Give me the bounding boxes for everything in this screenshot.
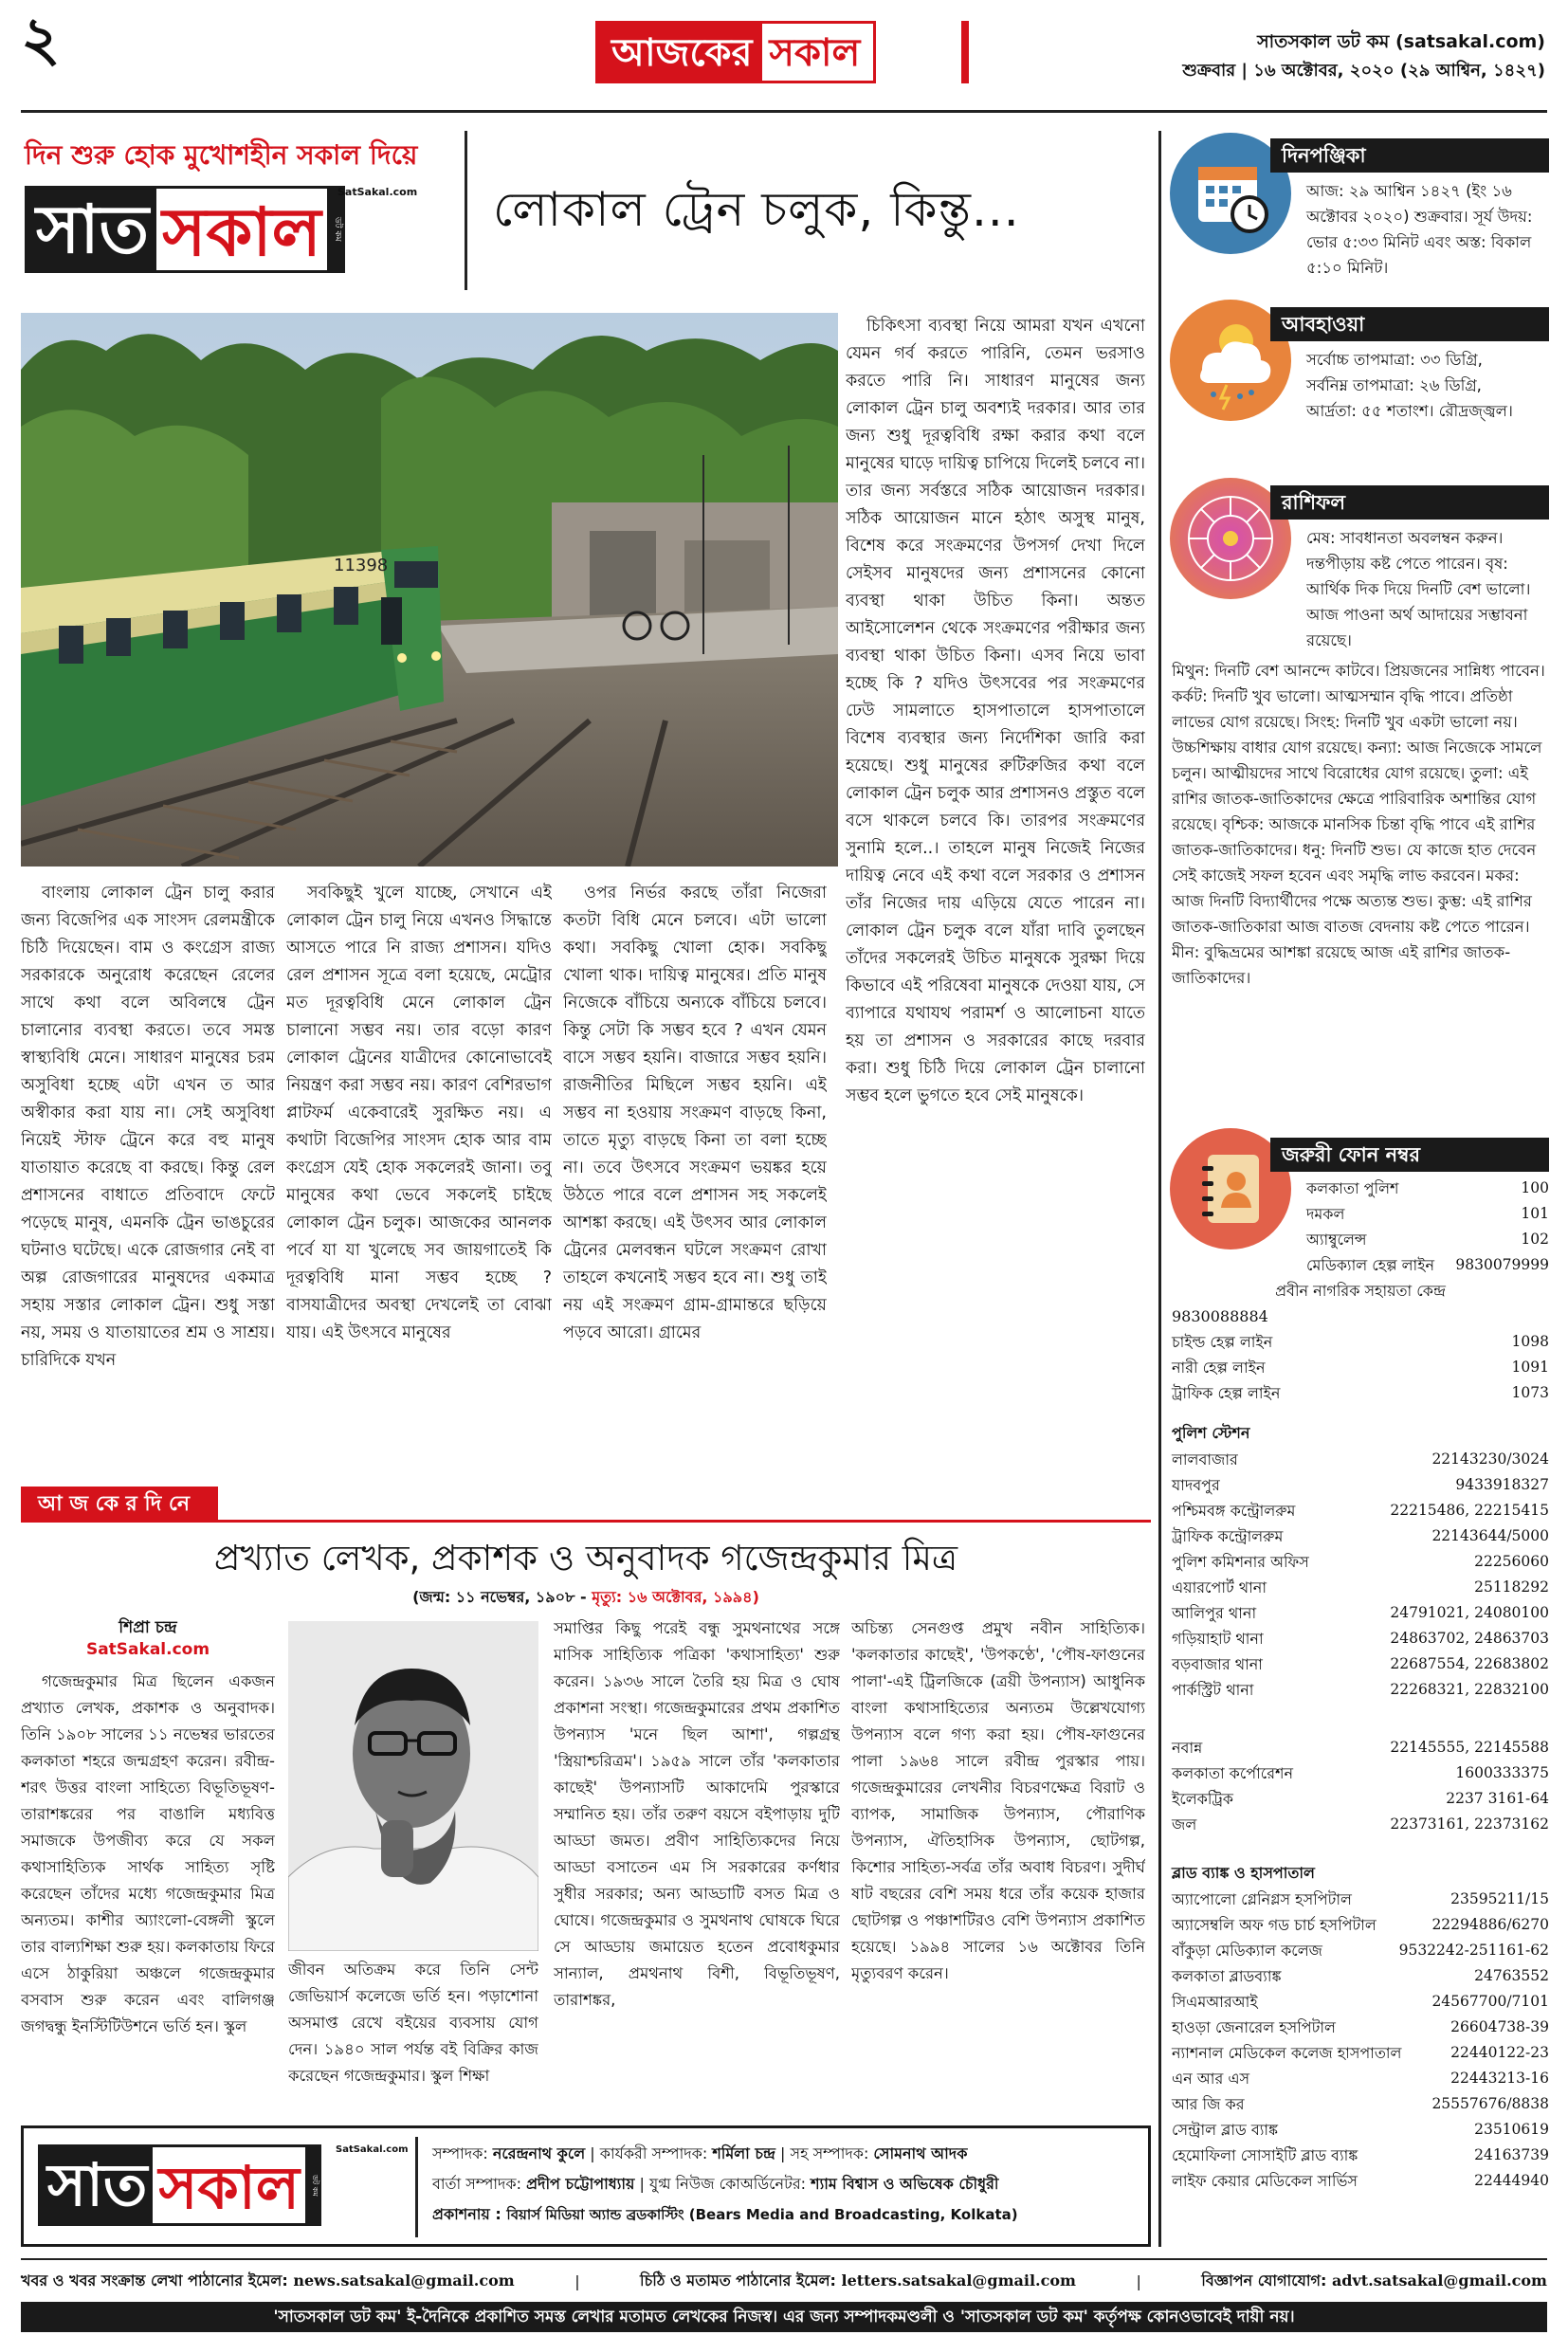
utility-number: 2237 3161-64 <box>1446 1790 1549 1807</box>
weather-l2: সর্বনিম্ন তাপমাত্রা: ২৬ ডিগ্রি, <box>1306 376 1482 394</box>
article-col-3-text: ওপর নির্ভর করছে তাঁরা নিজেরা কতটা বিধি মেনে চলবে। এটা ভালো কথা। সবকিছু খোলা হোক। সবকিছু খোলা থাক। দায়িত্ব মানুষের। প্রতি মানুষ নিজেকে বাঁচিয়ে অন্যকে বাঁচিয়ে চলবে। কিন্তু সেটা কি সম্ভব হবে ? এখন যেমন বাসে সম্ভব হয়নি। বাজারে সম্ভব হয়নি। রাজনীতির মিছিলে সম্ভব হয়নি। এই সম্ভব না হওয়ায় সংক্রমণ বাড়ছে কিনা, তাতে মৃত্যু বাড়ছে কিনা তা বলা হচ্ছে না। তবে উৎসবে সংক্রমণ ভয়ঙ্কর হয়ে উঠতে পারে বলে প্রশাসন সহ সকলেই আশঙ্কা করছে। এই উৎসব আর লোকাল ট্রেনের মেলবন্ধন ঘটলে সংক্রমণ রোখা তাহলে কখনোই সম্ভব হবে না। শুধু তাই নয় এই সংক্রমণ গ্রাম-গ্রামান্তরে ছড়িয়ে পড়বে আরো। গ্রামের <box>563 884 827 1342</box>
phone-row <box>1306 1252 1549 1278</box>
article-col-4 <box>846 313 1145 1513</box>
blood-bank-row <box>1172 2015 1549 2040</box>
police-station-number: 25118292 <box>1474 1578 1549 1596</box>
blood-bank-row <box>1172 2168 1549 2194</box>
blood-bank-label: হেমোফিলা সোসাইটি ব্লাড ব্যাঙ্ক <box>1172 2146 1358 2164</box>
utility-number: 22373161, 22373162 <box>1390 1815 1549 1833</box>
header-site: সাতসকাল ডট কম (satsakal.com) <box>1257 31 1545 52</box>
header-date: শুক্রবার | ১৬ অক্টোবর, ২০২০ (২৯ আশ্বিন, ১৪২৭) <box>1182 61 1545 81</box>
l1b: নরেন্দ্রনাথ কুলে <box>492 2144 586 2162</box>
rashi-title: রাশিফল <box>1270 485 1549 520</box>
blood-bank-row <box>1172 2143 1549 2168</box>
author-portrait <box>288 1621 538 1951</box>
blood-bank-label: কলকাতা ব্লাডব্যাঙ্ক <box>1172 1967 1282 1985</box>
today-author-site: SatSakal.com <box>85 1640 210 1659</box>
footer-sep-2: | <box>1136 2271 1141 2290</box>
today-section-label: আ জ কে র দি নে <box>21 1487 218 1523</box>
blood-bank-row <box>1172 1989 1549 2015</box>
police-station-number: 22687554, 22683802 <box>1390 1655 1549 1672</box>
police-station-number: 22268321, 22832100 <box>1390 1681 1549 1698</box>
blood-bank-number: 22294886/6270 <box>1431 1916 1549 1933</box>
imprint-line-3 <box>432 2199 1143 2230</box>
today-section-bar <box>21 1487 1151 1523</box>
helpline-number: 1091 <box>1511 1359 1549 1376</box>
blood-bank-number: 23595211/15 <box>1450 1890 1549 1907</box>
blood-bank-row <box>1172 1912 1549 1938</box>
l1f: সোমনাথ আদক <box>873 2144 968 2162</box>
blood-bank-label: হাওড়া জেনারেল হসপিটাল <box>1172 2018 1336 2036</box>
blood-bank-label: বাঁকুড়া মেডিক্যাল কলেজ <box>1172 1942 1322 1960</box>
police-station-row <box>1172 1549 1549 1575</box>
blood-bank-row <box>1172 1887 1549 1912</box>
l1d: শর্মিলা চন্দ্র <box>712 2144 775 2162</box>
blood-bank-label: ন্যাশনাল মেডিকেল কলেজ হাসপাতাল <box>1172 2044 1402 2062</box>
police-station-row <box>1172 1677 1549 1703</box>
article-col-3 <box>563 880 827 1513</box>
utility-number: 22145555, 22145588 <box>1390 1739 1549 1756</box>
helpline-row <box>1172 1380 1549 1406</box>
police-station-label: ট্রাফিক কন্ট্রোলরুম <box>1172 1527 1284 1545</box>
police-station-label: পার্কস্ট্রিট থানা <box>1172 1681 1254 1699</box>
utility-number: 1600333375 <box>1455 1764 1549 1781</box>
article-col-1 <box>21 880 275 1513</box>
l2d: শ্যাম বিশ্বাস ও অভিষেক চৌধুরী <box>811 2175 999 2193</box>
phone-label: দমকল <box>1306 1205 1345 1223</box>
imprint-lines <box>432 2139 1143 2230</box>
masthead <box>595 21 876 83</box>
blood-bank-label: লাইফ কেয়ার মেডিকেল সার্ভিস <box>1172 2172 1358 2190</box>
police-station-row <box>1172 1447 1549 1472</box>
imprint-logo-left: সাত <box>38 2144 153 2226</box>
police-station-label: লালবাজার <box>1172 1450 1238 1468</box>
blood-bank-label: আর জি কর <box>1172 2095 1245 2113</box>
police-station-row <box>1172 1575 1549 1600</box>
imprint-line-1 <box>432 2139 1143 2169</box>
today-born: (জন্ম: ১১ নভেম্বর, ১৯০৮ - <box>412 1588 593 1606</box>
today-col-2 <box>288 1957 538 2105</box>
footer-emails <box>21 2262 1547 2300</box>
footer-disclaimer: 'সাতসকাল ডট কম' ই-দৈনিকে প্রকাশিত সমস্ত লেখার মতামত লেখকের নিজস্ব। এর জন্য সম্পাদকমণ্ডলী ও 'সাতসকাল ডট কম' কর্তৃপক্ষ কোনওভাবেই দায়ী নয়। <box>21 2302 1547 2332</box>
today-died: মৃত্যু: ১৬ অক্টোবর, ১৯৯৪) <box>592 1588 759 1606</box>
brand-divider <box>465 131 467 290</box>
train-photo <box>21 313 838 867</box>
blood-bank-label: সিএমআরআই <box>1172 1993 1258 2011</box>
rashi-rest: মিথুন: দিনটি বেশ আনন্দে কাটবে। প্রিয়জনের সান্নিধ্য পাবেন। কর্কট: দিনটি খুব ভালো। আত্মসম্মান বৃদ্ধি পাবে। প্রতিষ্ঠা লাভের যোগ রয়েছে। সিংহ: দিনটি খুব একটা ভালো নয়। উচ্চশিক্ষায় বাধার যোগ রয়েছে। কন্যা: আজ নিজেকে সামলে চলুন। আত্মীয়দের সাথে বিরোধের যোগ রয়েছে। তুলা: এই রাশির জাতক-জাতিকাদের ক্ষেত্রে পারিবারিক অশান্তির যোগ রয়েছে। বৃশ্চিক: আজকে মানসিক চিন্তা বৃদ্ধি পাবে এই রাশির জাতক-জাতিকাদের। ধনু: দিনটি শুভ। যে কাজে হাত দেবেন সেই কাজেই সফল হবেন এবং সমৃদ্ধি লাভ করবেন। মকর: আজ দিনটি বিদ্যার্থীদের পক্ষে অত্যন্ত শুভ। কুম্ভ: এই রাশির জাতক-জাতিকারা আজ বাতজ বেদনায় কষ্ট পেতে পারেন। মীন: বুদ্ধিভ্রমের আশঙ্কা রয়েছে আজ এই রাশির জাতক-জাতিকাদের। <box>1172 662 1545 987</box>
article-col-2-text: সবকিছুই খুলে যাচ্ছে, সেখানে এই লোকাল ট্রেন চালু নিয়ে এখনও সিদ্ধান্তে আসতে পারে নি রাজ্য প্রশাসন। যদিও রেল প্রশাসন সূত্রে বলা হয়েছে, মেট্রোর মত দূরত্ববিধি মেনে লোকাল ট্রেন চালানো সম্ভব নয়। তার বড়ো কারণ লোকাল ট্রেনের যাত্রীদের কোনোভাবেই নিয়ন্ত্রণ করা সম্ভব নয়। কারণ বেশিরভাগ প্লাটফর্ম একেবারেই সুরক্ষিত নয়। এ কথাটা বিজেপির সাংসদ হোক আর বাম কংগ্রেস যেই হোক সকলেরই জানা। তবু মানুষের কথা ভেবে সকলেই চাইছে লোকাল ট্রেন চলুক। আজকের আনলক পর্বে যা যা খুলেছে সব জায়গাতেই কি দূরত্ববিধি মানা সম্ভব হচ্ছে ? বাসযাত্রীদের অবস্থা দেখলেই তা বোঝা যায়। এই উৎসবে মানুষের <box>286 884 552 1342</box>
today-dates <box>21 1585 1151 1611</box>
phone-label: মেডিক্যাল হেল্প লাইন <box>1306 1256 1435 1274</box>
police-station-label: আলিপুর থানা <box>1172 1604 1257 1622</box>
blood-bank-label: এন আর এস <box>1172 2070 1250 2088</box>
l1c: | কার্যকরী সম্পাদক: <box>585 2144 713 2162</box>
e2: চিঠি ও মতামত পাঠানোর ইমেল: <box>640 2271 842 2289</box>
weather-title: আবহাওয়া <box>1270 307 1549 341</box>
blood-bank-number: 25557676/8838 <box>1431 2095 1549 2112</box>
police-station-number: 22215486, 22215415 <box>1390 1502 1549 1519</box>
police-station-row <box>1172 1600 1549 1626</box>
l1e: | সহ সম্পাদক: <box>775 2144 874 2162</box>
blood-bank-number: 24763552 <box>1474 1967 1549 1984</box>
utility-label: জল <box>1172 1815 1197 1833</box>
l3b: বিয়ার্স মিডিয়া অ্যান্ড ব্রডকাস্টিং (Bears Media and Broadcasting, Kolkata) <box>506 2206 1018 2223</box>
article-col-2 <box>286 880 552 1513</box>
phone-row <box>1306 1176 1549 1201</box>
imprint-line-2 <box>432 2169 1143 2199</box>
police-station-label: গড়িয়াহাট থানা <box>1172 1630 1264 1648</box>
article-headline: লোকাল ট্রেন চলুক, কিন্তু... <box>493 182 1020 237</box>
utility-row <box>1172 1812 1549 1837</box>
blood-bank-row <box>1172 2066 1549 2091</box>
utility-label: ইলেকট্রিক <box>1172 1790 1233 1808</box>
phone-number: 9830079999 <box>1455 1256 1549 1273</box>
today-col-1 <box>21 1669 275 2105</box>
misc-list <box>1172 1735 1549 1837</box>
police-station-number: 22143230/3024 <box>1431 1450 1549 1468</box>
brand-logo <box>25 186 345 273</box>
brand-logo-bar: ডট কম <box>330 186 345 273</box>
blood-bank-label: অ্যাপোলো গ্লেনিগ্লস হসপিটাল <box>1172 1890 1352 1908</box>
e1v[interactable]: news.satsakal@gmail.com <box>293 2271 515 2289</box>
today-col-1-text: গজেন্দ্রকুমার মিত্র ছিলেন একজন প্রখ্যাত লেখক, প্রকাশক ও অনুবাদক। তিনি ১৯০৮ সালের ১১ নভেম্বর ভারতের কলকাতা শহরে জন্মগ্রহণ করেন। রবীন্দ্র-শরৎ উত্তর বাংলা সাহিত্যে বিভূতিভূষণ-তারাশঙ্করের পর বাঙালি মধ্যবিত্ত সমাজকে উপজীব্য করে যে সকল কথাসাহিত্যিক সার্থক সাহিত্য সৃষ্টি করেছেন তাঁদের মধ্যে গজেন্দ্রকুমার মিত্র অন্যতম। কাশীর অ্যাংলো-বেঙ্গলী স্কুলে তার বাল্যশিক্ষা শুরু হয়। কলকাতায় ফিরে এসে ঠাকুরিয়া অঞ্চলে গজেন্দ্রকুমার বসবাস শুরু করেন এবং বালিগঞ্জ জগদ্বন্ধু ইনস্টিটিউশনে ভর্তি হন। স্কুল <box>21 1672 275 2035</box>
footer-sep-1: | <box>574 2271 580 2290</box>
police-station-row <box>1172 1626 1549 1651</box>
l2a: বার্তা সম্পাদক: <box>432 2175 527 2193</box>
police-station-label: পশ্চিমবঙ্গ কন্ট্রোলরুম <box>1172 1502 1296 1520</box>
e3v[interactable]: advt.satsakal@gmail.com <box>1331 2271 1547 2289</box>
police-station-label: যাদবপুর <box>1172 1476 1220 1494</box>
helpline-label: ট্রাফিক হেল্প লাইন <box>1172 1384 1281 1402</box>
police-station-row <box>1172 1651 1549 1677</box>
brand-logo-left: সাত <box>25 186 156 273</box>
police-station-label: বড়বাজার থানা <box>1172 1655 1263 1673</box>
l3a: প্রকাশনায় : <box>432 2205 507 2223</box>
helpline-row <box>1172 1355 1549 1380</box>
utility-row <box>1172 1735 1549 1760</box>
weather-l1: সর্বোচ্চ তাপমাত্রা: ৩৩ ডিগ্রি, <box>1306 351 1483 369</box>
utility-label: কলকাতা কর্পোরেশন <box>1172 1764 1294 1782</box>
masthead-left: আজকের <box>598 24 762 81</box>
brand-tagline: দিন শুরু হোক মুখোশহীন সকাল দিয়ে <box>25 139 418 171</box>
helpline-number: 1073 <box>1511 1384 1549 1401</box>
police-station-label: এয়ারপোর্ট থানা <box>1172 1578 1267 1596</box>
police-station-label: পুলিশ কমিশনার অফিস <box>1172 1553 1309 1571</box>
header-rule <box>21 110 1547 113</box>
author-portrait-svg <box>288 1621 538 1951</box>
today-col-3-text: সমাপ্তির কিছু পরেই বন্ধু সুমথনাথের সঙ্গে মাসিক সাহিত্যিক পত্রিকা 'কথাসাহিত্য' শুরু করেন। ১৯৩৬ সালে তৈরি হয় মিত্র ও ঘোষ প্রকাশনা সংস্থা। গজেন্দ্রকুমারের প্রথম প্রকাশিত উপন্যাস 'মনে ছিল আশা', গল্পগ্রন্থ 'স্ত্রিয়াশ্চরিত্রম'। ১৯৫৯ সালে তাঁর 'কলকাতার কাছেই' উপন্যাসটি আকাদেমি পুরস্কারে সম্মানিত হয়। তাঁর তরুণ বয়সে বইপাড়ায় দুটি আড্ডা জমত। প্রবীণ সাহিত্যিকদের নিয়ে আড্ডা বসাতেন এম সি সরকারের কর্ণধার সুধীর সরকার; অন্য আড্ডাটি বসত মিত্র ও ঘোষে। গজেন্দ্রকুমার ও সুমথনাথ ঘোষকে ঘিরে সে আড্ডায় জমায়েত হতেন প্রবোধকুমার সান্যাল, প্রমথনাথ বিশী, বিভূতিভূষণ, তারাশঙ্কর, <box>554 1619 840 2009</box>
utility-row <box>1172 1786 1549 1812</box>
phone-row <box>1306 1227 1549 1252</box>
phones-title: জরুরী ফোন নম্বর <box>1270 1138 1549 1172</box>
blood-bank-label: অ্যাসেম্বলি অফ গড চার্চ হসপিটাল <box>1172 1916 1377 1934</box>
blood-title: ব্লাড ব্যাঙ্ক ও হাসপাতাল <box>1172 1864 1315 1882</box>
blood-bank-number: 22444940 <box>1474 2172 1549 2189</box>
e2v[interactable]: letters.satsakal@gmail.com <box>841 2271 1076 2289</box>
l2b: প্রদীপ চট্টোপাধ্যায় <box>526 2175 635 2193</box>
article-col-4-text: চিকিৎসা ব্যবস্থা নিয়ে আমরা যখন এখনো যেমন গর্ব করতে পারিনি, তেমন ভরসাও করতে পারি নি। সাধারণ মানুষের জন্য লোকাল ট্রেন চালু অবশ্যই দরকার। আর তার জন্য শুধু দূরত্ববিধি রক্ষা করার কথা বলে মানুষের ঘাড়ে দায়িত্ব চাপিয়ে দিলেই চলবে না। তার জন্য সর্বস্তরে সঠিক আয়োজন দরকার। সঠিক আয়োজন মানে হঠাৎ অসুস্থ মানুষ, বিশেষ করে সংক্রমণের উপসর্গ দেখা দিলে সেইসব মানুষদের জন্য প্রশাসনের কোনো ব্যবস্থা থাকা উচিত কিনা। অন্তত আইসোলেশন থেকে সংক্রমণের পরীক্ষার জন্য ব্যবস্থা থাকা উচিত কিনা। এসব নিয়ে ভাবা হচ্ছে কি ? যদিও উৎসবের পর সংক্রমণের ঢেউ সামলাতে হাসপাতালে হাসপাতালে বিশেষ ব্যবস্থার জন্য নির্দেশিকা জারি করা হয়েছে। শুধু মানুষের রুটিরুজির কথা বলে লোকাল ট্রেন চলুক আর প্রশাসনও প্রস্তুত বলে বসে থাকলে চলবে কি। তারপর সংক্রমণের সুনামি হলে..। তাহলে মানুষ নিজেই নিজের দায়িত্ব নেবে এই কথা বলে সরকার ও প্রশাসন তাঁর নিজের দায় এড়িয়ে যেতে পারেন না। লোকাল ট্রেন চলুক বলে যাঁরা দাবি তুলছেন তাঁদের সকলেরই উচিত মানুষকে সুরক্ষা দিয়ে কিভাবে এই পরিষেবা মানুষকে দেওয়া যায়, সে ব্যাপারে যথাযথ পরামর্শ ও আলোচনা যাতে হয় তা প্রশাসন ও সরকারের কাছে দরবার করা। শুধু চিঠি দিয়ে লোকাল ট্রেন চালানো সম্ভব হলে ভুগতে হবে সেই মানুষকে। <box>846 317 1145 1105</box>
imprint-divider <box>415 2137 418 2237</box>
phones-mid <box>1172 1329 1549 1406</box>
today-author: শিপ্রা চন্দ্র <box>119 1618 177 1637</box>
blood-bank-number: 22440122-23 <box>1450 2044 1549 2061</box>
helpline-row <box>1172 1329 1549 1355</box>
police-station-row <box>1172 1523 1549 1549</box>
police-station-row <box>1172 1472 1549 1498</box>
police-station-number: 22256060 <box>1474 1553 1549 1570</box>
blood-bank-number: 24567700/7101 <box>1431 1993 1549 2010</box>
blood-bank-row <box>1172 1963 1549 1989</box>
imprint-logo-right: সকাল <box>153 2144 308 2226</box>
police-title: পুলিশ স্টেশন <box>1172 1424 1250 1442</box>
imprint-logo-site: SatSakal.com <box>336 2144 409 2155</box>
imprint-logo-bar: ডট কম <box>308 2144 321 2226</box>
brand-logo-site: SatSakal.com <box>337 186 418 198</box>
utility-label: নবান্ন <box>1172 1739 1203 1757</box>
phone-number: 102 <box>1521 1231 1549 1248</box>
masthead-right: সকাল <box>762 24 874 81</box>
footer-email-news <box>21 2269 515 2294</box>
blood-bank-row <box>1172 2117 1549 2143</box>
footer-email-letters <box>640 2269 1076 2294</box>
phone-label: কলকাতা পুলিশ <box>1306 1179 1399 1197</box>
l2c: | যুগ্ম নিউজ কোঅর্ডিনেটর: <box>634 2175 811 2193</box>
blood-bank-number: 22443213-16 <box>1450 2070 1549 2087</box>
helpline-label: নারী হেল্প লাইন <box>1172 1359 1266 1377</box>
blood-bank-number: 9532242-251161-62 <box>1398 1942 1549 1959</box>
l1a: সম্পাদক: <box>432 2144 493 2162</box>
blood-bank-row <box>1172 1938 1549 1963</box>
page-number: ২ <box>21 5 61 75</box>
phones-top <box>1306 1176 1549 1278</box>
e1: খবর ও খবর সংক্রান্ত লেখা পাঠানোর ইমেল: <box>21 2271 294 2289</box>
weather-l3: আর্দ্রতা: ৫৫ শতাংশ। রৌদ্রজ্জ্বল। <box>1306 402 1513 420</box>
blood-bank-label: সেন্ট্রাল ব্লাড ব্যাঙ্ক <box>1172 2121 1279 2139</box>
article-col-1-text: বাংলায় লোকাল ট্রেন চালু করার জন্য বিজেপির এক সাংসদ রেলমন্ত্রীকে চিঠি দিয়েছেন। বাম ও কংগ্রেস রাজ্য সরকারকে অনুরোধ করেছেন রেলের সাথে কথা বলে অবিলম্বে ট্রেন চালানোর ব্যবস্থা করতে। তবে সমস্ত স্বাস্থ্যবিধি মেনে। সাধারণ মানুষের চরম অসুবিধা হচ্ছে এটা এখন ত আর অস্বীকার করা যায় না। সেই অসুবিধা নিয়েই স্টাফ ট্রেনে করে বহু মানুষ যাতায়াত করেছে বা করছে। কিন্তু রেল প্রশাসনের বাধাতে প্রতিবাদে ফেটে পড়েছে মানুষ, এমনকি ট্রেন ভাঙচুরের ঘটনাও ঘটেছে। একে রোজগার নেই বা অল্প রোজগারের মানুষদের একমাত্র সহায় সস্তার লোকাল ট্রেন। শুধু সস্তা নয়, সময় ও যাতায়াতের শ্রম ও সাশ্রয়। চারিদিকে যখন <box>21 884 275 1370</box>
police-station-number: 24863702, 24863703 <box>1390 1630 1549 1647</box>
blood-bank-number: 23510619 <box>1474 2121 1549 2138</box>
brand-logo-right: সকাল <box>156 186 330 273</box>
imprint-logo <box>38 2144 321 2226</box>
police-station-number: 9433918327 <box>1455 1476 1549 1493</box>
phone-row <box>1306 1201 1549 1227</box>
helpline-number: 1098 <box>1511 1333 1549 1350</box>
utility-row <box>1172 1760 1549 1786</box>
rashi-top: মেষ: সাবধানতা অবলম্বন করুন। দন্তপীড়ায় কষ্ট পেতে পারেন। বৃষ: আর্থিক দিক দিয়ে দিনটি বেশ ভালো। আজ পাওনা অর্থ আদায়ের সম্ভাবনা রয়েছে। <box>1306 529 1531 649</box>
phone-number: 101 <box>1521 1205 1549 1222</box>
masthead-bar <box>961 21 969 83</box>
footer-rule-top <box>21 2258 1547 2260</box>
police-station-number: 22143644/5000 <box>1431 1527 1549 1544</box>
today-col-4 <box>851 1615 1145 2105</box>
blood-bank-number: 24163739 <box>1474 2146 1549 2163</box>
blood-bank-row <box>1172 2040 1549 2066</box>
e3: বিজ্ঞাপন যোগাযোগ: <box>1201 2271 1332 2289</box>
today-col-2-text: জীবন অতিক্রম করে তিনি সেন্ট জেভিয়ার্স কলেজে ভর্তি হন। পড়াশোনা অসমাপ্ত রেখে বইয়ের ব্যবসায় যোগ দেন। ১৯৪০ সাল পর্যন্ত বই বিক্রির কাজ করেছেন গজেন্দ্রকুমার। স্কুল শিক্ষা <box>288 1961 538 2085</box>
phone-label: অ্যাম্বুলেন্স <box>1306 1231 1367 1249</box>
police-station-number: 24791021, 24080100 <box>1390 1604 1549 1621</box>
train-number: 11398 <box>334 556 389 575</box>
footer-email-advt <box>1201 2269 1547 2294</box>
phones-senior-num: 9830088884 <box>1172 1307 1268 1325</box>
police-station-row <box>1172 1498 1549 1523</box>
helpline-label: চাইল্ড হেল্প লাইন <box>1172 1333 1273 1351</box>
blood-list <box>1172 1887 1549 2194</box>
today-col-4-text: অচিন্ত্য সেনগুপ্ত প্রমুখ নবীন সাহিত্যিক। 'কলকাতার কাছেই', 'উপকণ্ঠে', 'পৌষ-ফাগুনের পালা'-এই ট্রিলজিকে (ত্রয়ী উপন্যাস) আধুনিক বাংলা কথাসাহিত্যের অন্যতম উল্লেখযোগ্য উপন্যাস বলে গণ্য করা হয়। পৌষ-ফাগুনের পালা ১৯৬৪ সালে রবীন্দ্র পুরস্কার পায়। গজেন্দ্রকুমারের লেখনীর বিচরণক্ষেত্র বিরাট ও ব্যাপক, সামাজিক উপন্যাস, পৌরাণিক উপন্যাস, ঐতিহাসিক উপন্যাস, ছোটগল্প, কিশোর সাহিত্য-সর্বত্র তাঁর অবাধ বিচরণ। সুদীর্ঘ ষাট বছরের বেশি সময় ধরে তাঁর কয়েক হাজার ছোটগল্প ও পঞ্চাশটিরও বেশি উপন্যাস প্রকাশিত হয়েছে। ১৯৯৪ সালের ১৬ অক্টোবর তিনি মৃত্যুবরণ করেন। <box>851 1619 1145 1982</box>
today-headline: প্রখ্যাত লেখক, প্রকাশক ও অনুবাদক গজেন্দ্রকুমার মিত্র <box>213 1538 958 1578</box>
phones-senior: প্রবীন নাগরিক সহায়তা কেন্দ্র <box>1275 1282 1446 1300</box>
calendar-title: দিনপঞ্জিকা <box>1270 138 1549 173</box>
blood-bank-number: 26604738-39 <box>1450 2018 1549 2035</box>
calendar-text: আজ: ২৯ আশ্বিন ১৪২৭ (ইং ১৬ অক্টোবর ২০২০) শুক্রবার। সূর্য উদয়: ভোর ৫:৩৩ মিনিট এবং অস্ত: বিকাল ৫:১০ মিনিট। <box>1306 182 1533 277</box>
train-photo-svg <box>21 313 838 867</box>
sidebar-divider <box>1158 131 1161 2247</box>
today-col-3 <box>554 1615 840 2105</box>
police-list <box>1172 1447 1549 1703</box>
blood-bank-row <box>1172 2091 1549 2117</box>
phone-number: 100 <box>1521 1179 1549 1196</box>
